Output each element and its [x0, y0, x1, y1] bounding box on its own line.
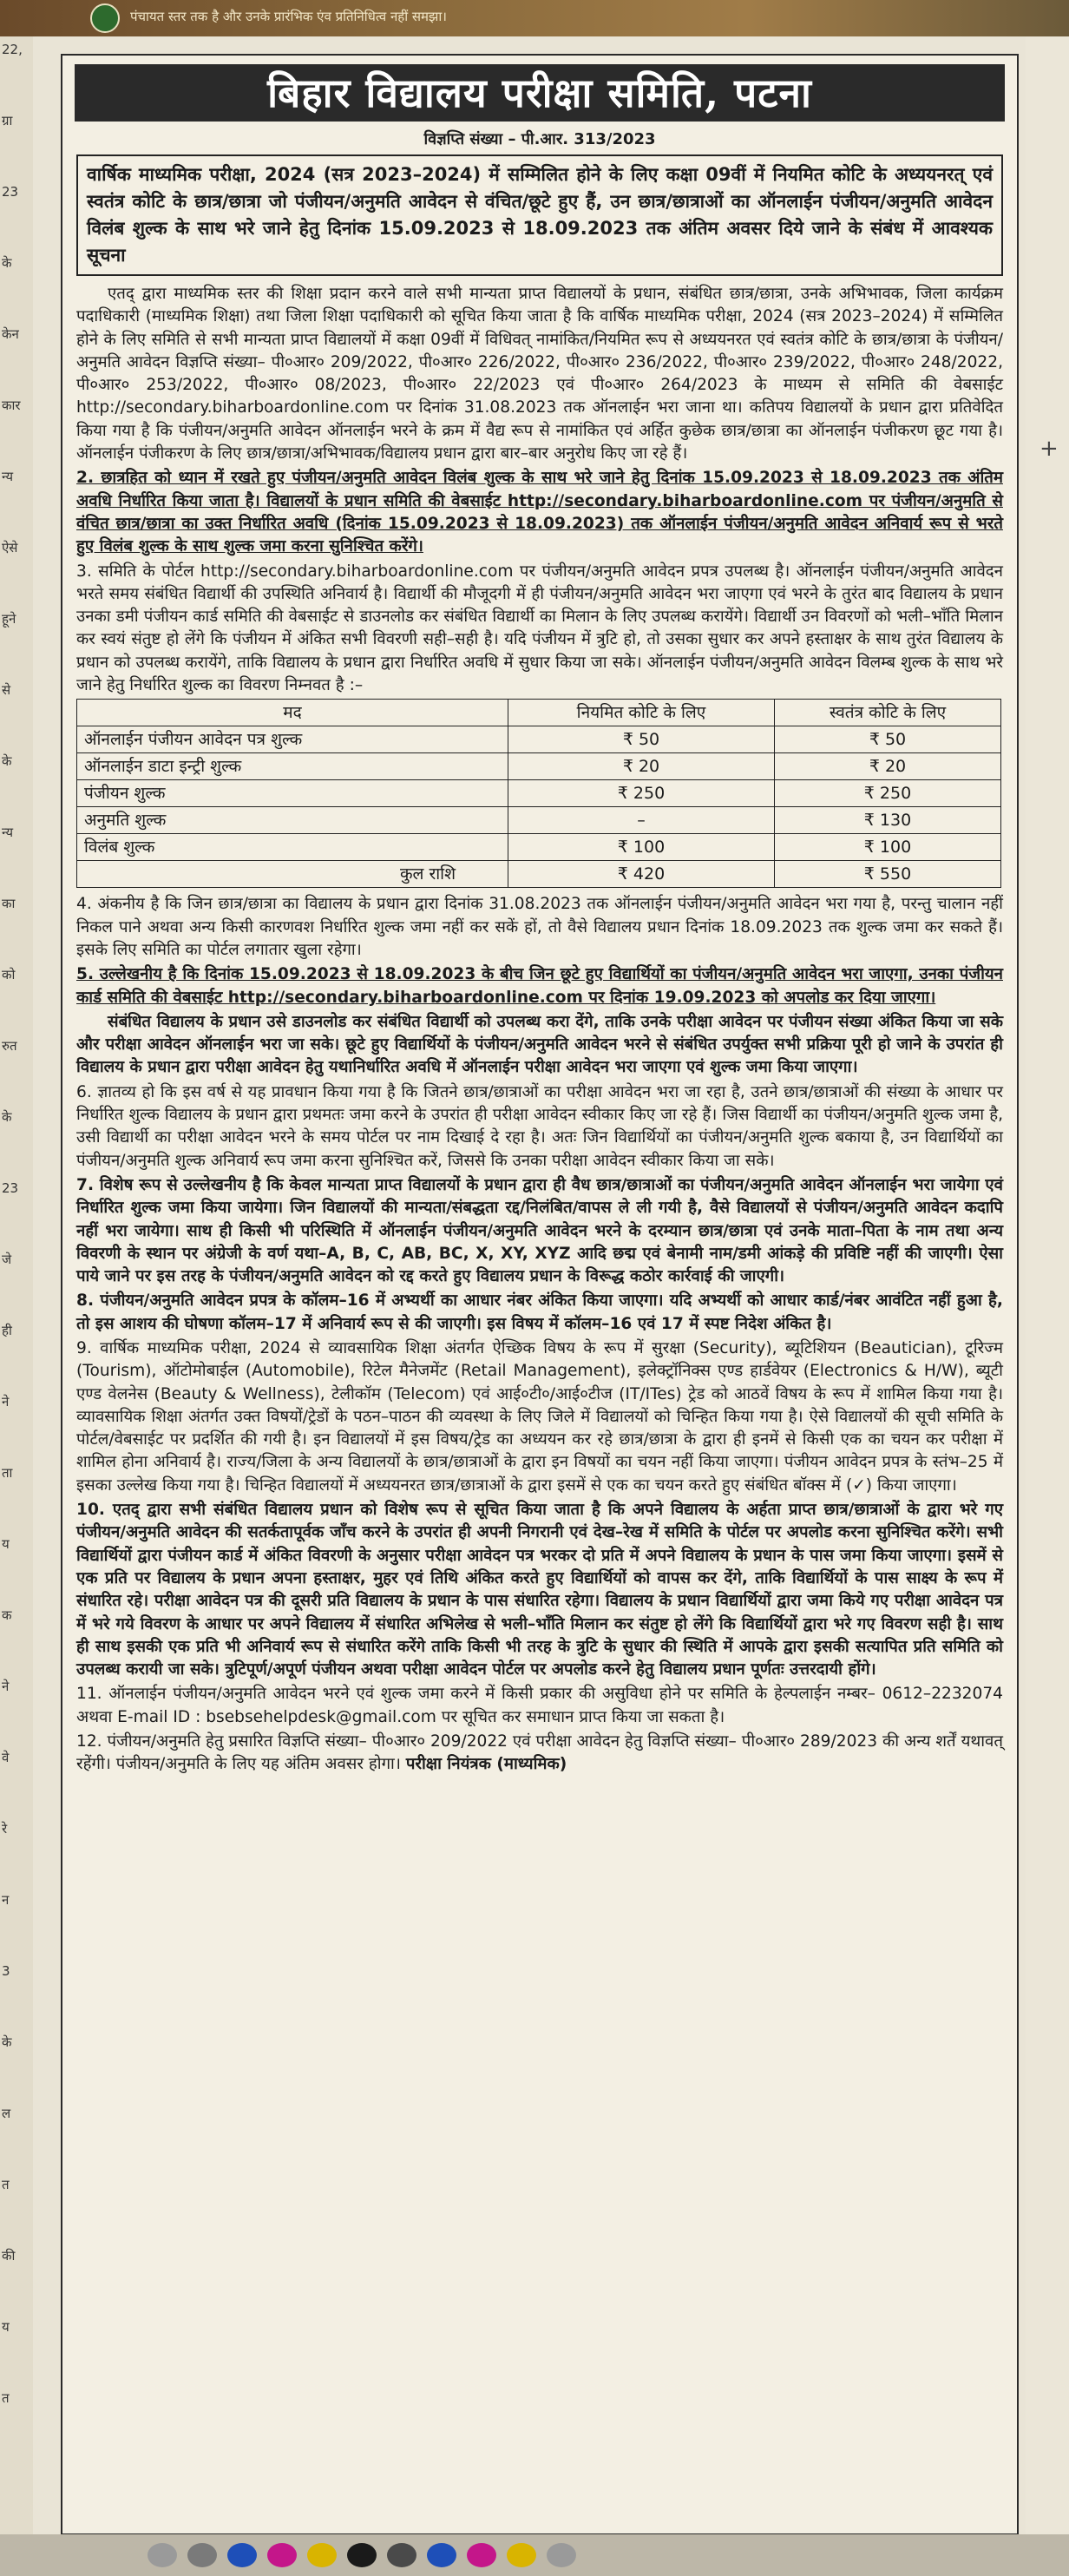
seal-icon: [90, 3, 120, 33]
column-fragment-text: 23: [2, 1180, 19, 1196]
column-fragment-text: ता: [2, 1465, 13, 1481]
paragraph-6: 6. ज्ञातव्य हो कि इस वर्ष से यह प्रावधान किया गया है कि जितने छात्र/छात्राओं का परीक्षा आवेदन भरा जा रहा है, उतने छात्र/छात्राओं की संख्या के आधार पर निर्धारित शुल्क विद्यालय के प्रधान द्वारा प्रथमतः जमा करने के उपरांत ही परीक्षा आवेदन स्वीकार किए जा रहे हैं। जिस विद्यार्थी का पंजीयन/अनुमति शुल्क जमा है, उसी विद्यार्थी का परीक्षा आवेदन भरने के समय पोर्टल पर नाम दिखाई दे रहा है। अतः जिन विद्यार्थियों का पंजीयन/अनुमति शुल्क बकाया है, उन विद्यार्थियों का पंजीयन/अनुमति शुल्क अनिवार्य रूप जमा करना सुनिश्चित करें, जिससे कि उनका परीक्षा आवेदन स्वीकार किया जा सके।: [76, 1082, 1003, 1170]
column-fragment-text: क: [2, 1607, 12, 1623]
color-dot-icon: [427, 2543, 456, 2567]
column-fragment-text: वे: [2, 1750, 10, 1765]
paragraph-7: 7. विशेष रूप से उल्लेखनीय है कि केवल मान्यता प्राप्त विद्यालयों के प्रधान द्वारा ही वैध छात्र/छात्राओं का पंजीयन/अनुमति आवेदन ऑनलाईन भरा जायेगा एवं निर्धारित शुल्क जमा किया जायेगा। जिन विद्यालयों की मान्यता/संबद्धता रद्द/निलंबित/वापस ले ली गयी है, वैसे विद्यालयों से पंजीयन/अनुमति आवेदन कदापि नहीं भरा जायेगा। साथ ही किसी भी परिस्थिति में ऑनलाईन पंजीयन/अनुमति आवेदन भरने के दरम्यान छात्र/छात्रा एवं उनके माता–पिता के नाम तथा अन्य विवरणी के स्थान पर अंग्रेजी के वर्ण यथा–A, B, C, AB, BC, X, XY, XYZ आदि छद्म एवं बेनामी नाम/डमी आंकड़े की प्रविष्टि नहीं की जाएगी। ऐसा पाये जाने पर इस तरह के पंजीयन/अनुमति आवेदन को रद्द करते हुए विद्यालय प्रधान के विरूद्ध कठोर कार्रवाई की जाएगी।: [76, 1175, 1003, 1286]
column-fragment-text: ग्रा: [2, 113, 13, 128]
paragraph-10: 10. एतद् द्वारा सभी संबंधित विद्यालय प्रधान को विशेष रूप से सूचित किया जाता है कि अपने विद्यालय के अर्हता प्राप्त छात्र/छात्राओं के द्वारा भरे गए पंजीयन/अनुमति आवेदन की सतर्कतापूर्वक जाँच करने के उपरांत ही अपनी निगरानी एवं देख–रेख में समिति के पोर्टल पर अपलोड करना सुनिश्चित करेंगे। सभी विद्यार्थियों द्वारा पंजीयन कार्ड में अंकित विवरणी के अनुसार परीक्षा आवेदन पत्र भरकर दो प्रति में अपने विद्यालय के प्रधान के पास जमा किया जाएगा। इसमें से एक प्रति पर विद्यालय के प्रधान अपना हस्ताक्षर, मुहर एवं तिथि अंकित करते हुए विद्यार्थियों को वापस कर देंगे, ताकि विद्यार्थियों के पास साक्ष्य के रूप में संधारित रहे। परीक्षा आवेदन पत्र की दूसरी प्रति विद्यालय के प्रधान के पास संधारित रहेगा। विद्यालय के प्रधान विद्यार्थियों द्वारा जमा किये गए परीक्षा आवेदन पत्र में भरे गये विवरण के आधार पर अपने विद्यालय में संधारित अभिलेख से भली–भाँति मिलान कर संतुष्ट हो लेंगे कि विद्यार्थियों द्वारा भरे गए विवरण सही है। साथ ही साथ इसकी एक प्रति भी अनिवार्य रूप से संधारित करेंगे ताकि किसी भी तरह के त्रुटि के सुधार की स्थिति में आपके द्वारा इसकी सत्यापित प्रति समिति को उपलब्ध करायी जा सके। त्रुटिपूर्ण/अपूर्ण पंजीयन अथवा परीक्षा आवेदन पोर्टल पर अपलोड करने हेतु विद्यालय प्रधान पूर्णतः उत्तरदायी होंगे।: [76, 1501, 1003, 1679]
color-dot-icon: [347, 2543, 377, 2567]
color-dot-icon: [387, 2543, 416, 2567]
column-fragment-text: 3: [2, 1963, 10, 1979]
column-fragment-text: के: [2, 1109, 12, 1125]
fee-table-row: [77, 753, 1001, 780]
paragraph-9: 9. वार्षिक माध्यमिक परीक्षा, 2024 से व्यावसायिक शिक्षा अंतर्गत ऐच्छिक विषय के रूप में सुरक्षा (Security), ब्यूटिशियन (Beautician), टूरिज्म (Tourism), ऑटोमोबाईल (Automobile), रिटेल मैनेजमेंट (Retail Management), इलेक्ट्रॉनिक्स एण्ड हार्डवेयर (Electronics & H/W), ब्यूटी एण्ड वेलनेस (Beauty & Wellness), टेलीकॉम (Telecom) एवं आई०टी०/आई०टीज (IT/ITes) ट्रेड को आठवें विषय के रूप में शामिल किया गया है। व्यावसायिक शिक्षा अंतर्गत उक्त विषयों/ट्रेडों के पठन–पाठन की व्यवस्था के लिए जिले में विद्यालयों को चिन्हित किया गया है। ऐसे विद्यालयों की सूची समिति के पोर्टल/वेबसाईट पर प्रदर्शित की गयी है। इन विद्यालयों में इस विषय/ट्रेड का अध्ययन कर रहे छात्र/छात्रा के द्वारा ही इनमें से किसी एक का चयन कर परीक्षा में शामिल होना अनिवार्य है। राज्य/जिला के अन्य विद्यालयों के छात्र/छात्राओं के द्वारा इन विषयों का चयन नहीं किया जाएगा। पंजीयन आवेदन प्रपत्र के स्तंभ–25 में इसका उल्लेख किया गया है। चिन्हित विद्यालयों में अध्ययनरत छात्र/छात्राओं के द्वारा इसमें से एक का चयन करते हुए संबंधित बॉक्स में (✓) किया जाएगा।: [76, 1338, 1003, 1495]
fee-regular-cell: ₹ 20: [508, 753, 775, 780]
fee-private-cell: ₹ 50: [775, 726, 1001, 753]
fee-item-cell: ऑनलाईन डाटा इन्ट्री शुल्क: [77, 753, 508, 780]
column-fragment-text: जे: [2, 1252, 12, 1267]
fee-regular-cell: –: [508, 807, 775, 834]
column-fragment-text: न्य: [2, 469, 14, 484]
column-fragment-text: ऐसे: [2, 540, 18, 555]
color-dot-icon: [227, 2543, 257, 2567]
column-fragment-text: ही: [2, 1323, 12, 1338]
fee-header-private: स्वतंत्र कोटि के लिए: [775, 700, 1001, 726]
fee-private-cell: ₹ 250: [775, 780, 1001, 807]
fee-total-label: कुल राशि: [77, 861, 508, 888]
fee-table-row: [77, 834, 1001, 861]
color-dot-icon: [148, 2543, 177, 2567]
paragraph-1: एतद् द्वारा माध्यमिक स्तर की शिक्षा प्रदान करने वाले सभी मान्यता प्राप्त विद्यालयों के प्रधान, संबंधित छात्र/छात्रा, उनके अभिभावक, जिला कार्यक्रम पदाधिकारी (माध्यमिक शिक्षा) तथा जिला शिक्षा पदाधिकारी को सूचित किया जाता है कि वार्षिक माध्यमिक परीक्षा, 2024 (सत्र 2023–2024) में सम्मिलित होने के लिए समिति से सभी मान्यता प्राप्त विद्यालयों में कक्षा 09वीं में विधिवत् नामांकित/नियमित रूप से अध्ययनरत एवं स्वतंत्र कोटि के छात्र/छात्रा के पंजीयन/अनुमति आवेदन विज्ञप्ति संख्या– पी०आर० 209/2022, पी०आर० 226/2022, पी०आर० 236/2022, पी०आर० 239/2022, पी०आर० 248/2022, पी०आर० 253/2022, पी०आर० 08/2023, पी०आर० 22/2023 एवं पी०आर० 264/2023 के माध्यम से समिति की वेबसाईट http://secondary.biharboardonline.com पर दिनांक 31.08.2023 तक ऑनलाईन भरा जाना था। कतिपय विद्यालयों के प्रधान द्वारा प्रतिवेदित किया गया है कि पंजीयन/अनुमति आवेदन ऑनलाईन भरने के क्रम में वैद्य रूप से नामांकित एवं अर्हित कुछेक छात्र/छात्रा का ऑनलाईन पंजीकरण छूट गया है। ऑनलाईन पंजीकरण के लिए छात्र/छात्रा/अभिभावक/विद्यालय प्रधान द्वारा बार–बार अनुरोध किए जा रहे हैं।: [76, 285, 1003, 463]
notice-body: [62, 276, 1017, 1777]
print-color-bar: [0, 2534, 1069, 2576]
column-fragment-text: न्य: [2, 825, 14, 840]
notice-subject: वार्षिक माध्यमिक परीक्षा, 2024 (सत्र 2023–2024) में सम्मिलित होने के लिए कक्षा 09वीं में नियमित कोटि के अध्ययनरत् एवं स्वतंत्र कोटि के छात्र/छात्रा जो पंजीयन/अनुमति आवेदन से वंचित/छूटे हुए हैं, उन छात्र/छात्राओं का ऑनलाईन पंजीयन/अनुमति आवेदन विलंब शुल्क के साथ भरे जाने हेतु दिनांक 15.09.2023 से 18.09.2023 तक अंतिम अवसर दिये जाने के संबंध में आवश्यक सूचना: [76, 154, 1003, 276]
paragraph-5b: संबंधित विद्यालय के प्रधान उसे डाउनलोड कर संबंधित विद्यार्थी को उपलब्ध करा देंगे, ताकि उनके परीक्षा आवेदन पर पंजीयन संख्या अंकित किया जा सके और परीक्षा आवेदन ऑनलाईन भरा जा सके। छूटे हुए विद्यार्थियों के पंजीयन/अनुमति आवेदन भरने से संबंधित उपर्युक्त सभी प्रक्रिया पूरी हो जाने के उपरांत ही विद्यालय के प्रधान द्वारा परीक्षा आवेदन हेतु यथानिर्धारित अवधि में ऑनलाईन परीक्षा आवेदन भरा जाएगा एवं शुल्क जमा किया जाएगा।: [76, 1012, 1003, 1077]
paragraph-11: 11. ऑनलाईन पंजीयन/अनुमति आवेदन भरने एवं शुल्क जमा करने में किसी प्रकार की असुविधा होने पर समिति के हेल्पलाईन नम्बर– 0612–2232074 अथवा E-mail ID : bsebsehelpdesk@gmail.com पर सूचित कर समाधान प्राप्त किया जा सकता है।: [76, 1685, 1003, 1726]
top-decorative-strip: [0, 0, 1069, 36]
column-fragment-text: रे: [2, 1821, 8, 1837]
column-fragment-text: हूने: [2, 611, 16, 627]
fee-regular-cell: ₹ 250: [508, 780, 775, 807]
column-fragment-text: ने: [2, 1679, 10, 1694]
paragraph-5: 5. उल्लेखनीय है कि दिनांक 15.09.2023 से 18.09.2023 के बीच जिन छूटे हुए विद्यार्थियों का पंजीयन/अनुमति आवेदन भरा जाएगा, उनका पंजीयन कार्ड समिति की वेबसाईट http://secondary.biharboardonline.com पर दिनांक 19.09.2023 को अपलोड कर दिया जाएगा।: [76, 965, 1003, 1007]
column-fragment-text: न: [2, 1892, 10, 1908]
fee-header-regular: नियमित कोटि के लिए: [508, 700, 775, 726]
fee-item-cell: विलंब शुल्क: [77, 834, 508, 861]
fee-table-row: [77, 780, 1001, 807]
fee-header-item: मद: [77, 700, 508, 726]
notice: [61, 54, 1019, 2535]
color-dot-icon: [507, 2543, 536, 2567]
fee-item-cell: अनुमति शुल्क: [77, 807, 508, 834]
fee-table-row: [77, 726, 1001, 753]
paragraph-3: 3. समिति के पोर्टल http://secondary.biharboardonline.com पर पंजीयन/अनुमति आवेदन प्रपत्र उपलब्ध है। ऑनलाईन पंजीयन/अनुमति आवेदन भरते समय संबंधित विद्यार्थी की उपस्थिति अनिवार्य है। विद्यार्थी की मौजूदगी में ही पंजीयन/अनुमति आवेदन भरा जाएगा एवं भरने के तुरंत बाद विद्यालय के प्रधान उनका डमी पंजीयन कार्ड समिति की वेबसाईट से डाउनलोड कर संबंधित विद्यार्थी का मिलान के लिए उपलब्ध करायेंगे। विद्यार्थी उन विवरणों को भली–भाँति मिलान कर स्वयं संतुष्ट हो लेंगे कि पंजीयन में अंकित सभी विवरणी सही–सही है। यदि पंजीयन में त्रुटि हो, तो उसका सुधार कर अपने हस्ताक्षर के साथ तुरंत विद्यालय के प्रधान को उपलब्ध करायेंगे, ताकि विद्यालय के प्रधान द्वारा निर्धारित अवधि में सुधार किया जा सके। ऑनलाईन पंजीयन/अनुमति आवेदन विलम्ब शुल्क के साथ भरे जाने हेतु निर्धारित शुल्क का विवरण निम्नवत है :–: [76, 562, 1003, 695]
column-fragment-text: 23: [2, 184, 19, 200]
column-fragment-text: रुत: [2, 1038, 17, 1054]
page-title: बिहार विद्यालय परीक्षा समिति, पटना: [75, 64, 1005, 122]
column-fragment-text: ल: [2, 2106, 11, 2121]
registration-mark-icon: +: [1039, 436, 1059, 462]
paragraph-2: 2. छात्रहित को ध्यान में रखते हुए पंजीयन/अनुमति आवेदन विलंब शुल्क के साथ भरे जाने हेतु दिनांक 15.09.2023 से 18.09.2023 तक अंतिम अवधि निर्धारित किया जाता है। विद्यालयों के प्रधान समिति की वेबसाईट http://secondary.biharboardonline.com पर पंजीयन/अनुमति से वंचित छात्र/छात्रा का उक्त निर्धारित अवधि (दिनांक 15.09.2023 से 18.09.2023) तक ऑनलाईन पंजीयन/अनुमति आवेदन अनिवार्य रूप से भरते हुए विलंब शुल्क के साथ शुल्क जमा करना सुनिश्चित करेंगे।: [76, 469, 1003, 556]
paragraph-12: [76, 1731, 1003, 1777]
column-fragment-text: त: [2, 2177, 10, 2192]
fee-total-private: ₹ 550: [775, 861, 1001, 888]
column-fragment-text: के: [2, 2034, 12, 2050]
fee-private-cell: ₹ 100: [775, 834, 1001, 861]
notice-number: विज्ञप्ति संख्या – पी.आर. 313/2023: [423, 130, 656, 148]
fee-item-cell: ऑनलाईन पंजीयन आवेदन पत्र शुल्क: [77, 726, 508, 753]
column-fragment-text: ने: [2, 1394, 10, 1410]
fee-item-cell: पंजीयन शुल्क: [77, 780, 508, 807]
column-fragment-text: 22,: [2, 42, 23, 57]
column-fragment-text: कार: [2, 398, 21, 413]
column-fragment-text: त: [2, 2390, 10, 2406]
fee-regular-cell: ₹ 100: [508, 834, 775, 861]
fee-table-row: [77, 807, 1001, 834]
signature: परीक्षा नियंत्रक (माध्यमिक): [405, 1755, 567, 1774]
adjacent-column-fragment: [0, 36, 33, 2536]
paragraph-8: 8. पंजीयन/अनुमति आवेदन प्रपत्र के कॉलम–16 में अभ्यर्थी का आधार नंबर अंकित किया जाएगा। यदि अभ्यर्थी को आधार कार्ड/नंबर आवंटित नहीं हुआ है, तो इस आशय की घोषणा कॉलम–17 में अनिवार्य रूप से की जाएगी। इस विषय में कॉलम–16 एवं 17 में स्पष्ट निदेश अंकित है।: [76, 1291, 1003, 1333]
color-dot-icon: [187, 2543, 217, 2567]
column-fragment-text: के: [2, 753, 12, 769]
fee-table-header: [77, 700, 1001, 726]
color-dot-icon: [307, 2543, 337, 2567]
column-fragment-text: य: [2, 2319, 10, 2335]
column-fragment-text: को: [2, 967, 16, 982]
column-fragment-text: केन: [2, 326, 19, 342]
fee-regular-cell: ₹ 50: [508, 726, 775, 753]
paragraph-12-text: 12. पंजीयन/अनुमति हेतु प्रसारित विज्ञप्ति संख्या– पी०आर० 209/2022 एवं परीक्षा आवेदन हेतु विज्ञप्ति संख्या– पी०आर० 289/2023 की अन्य शर्तें यथावत् रहेंगी। पंजीयन/अनुमति के लिए यह अंतिम अवसर होगा।: [76, 1732, 1003, 1774]
column-fragment-text: के: [2, 255, 12, 271]
fee-private-cell: ₹ 20: [775, 753, 1001, 780]
column-fragment-text: की: [2, 2248, 16, 2264]
strip-text: पंचायत स्तर तक है और उनके प्रारंभिक एंव प्रतिनिधित्व नहीं समझा।: [130, 9, 447, 24]
fee-total-regular: ₹ 420: [508, 861, 775, 888]
color-dot-icon: [547, 2543, 576, 2567]
color-dot-icon: [267, 2543, 297, 2567]
fee-table: [76, 699, 1001, 888]
paragraph-4: 4. अंकनीय है कि जिन छात्र/छात्रा का विद्यालय के प्रधान द्वारा दिनांक 31.08.2023 तक ऑनलाईन पंजीयन/अनुमति आवेदन भरा गया है, परन्तु चालान नहीं निकल पाने अथवा अन्य किसी कारणवश निर्धारित शुल्क जमा नहीं कर सकें हों, तो वैसे विद्यालय प्रधान दिनांक 18.09.2023 तक शुल्क जमा कर सकते हैं। इसके लिए समिति का पोर्टल लगातार खुला रहेगा।: [76, 895, 1003, 959]
column-fragment-text: से: [2, 682, 11, 698]
fee-total-row: [77, 861, 1001, 888]
adjacent-right-margin: [1026, 36, 1069, 2536]
fee-private-cell: ₹ 130: [775, 807, 1001, 834]
column-fragment-text: य: [2, 1536, 10, 1552]
color-dot-icon: [467, 2543, 496, 2567]
column-fragment-text: का: [2, 896, 16, 911]
